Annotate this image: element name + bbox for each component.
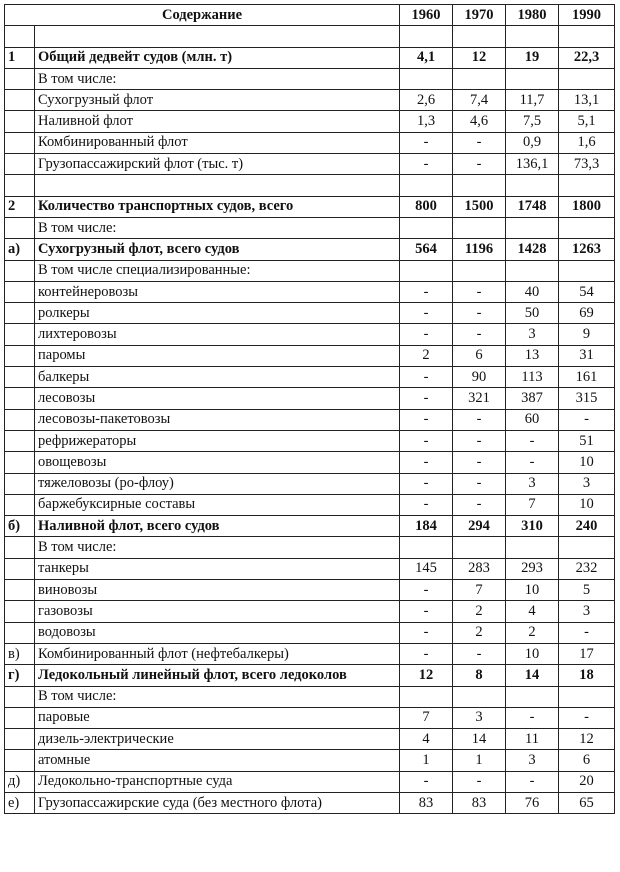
table-row <box>5 47 615 68</box>
row-number: д) <box>5 771 35 792</box>
value-cell: - <box>559 622 615 643</box>
row-number <box>5 26 35 47</box>
value-cell: 294 <box>453 516 506 537</box>
value-cell <box>559 175 615 196</box>
table-row <box>5 345 615 366</box>
row-label: Сухогрузный флот, всего судов <box>35 239 400 260</box>
value-cell: - <box>400 473 453 494</box>
row-label: рефрижераторы <box>35 430 400 451</box>
value-cell: 161 <box>559 367 615 388</box>
value-cell: 12 <box>400 665 453 686</box>
row-number: а) <box>5 239 35 260</box>
value-cell: - <box>400 303 453 324</box>
value-cell <box>506 686 559 707</box>
header-year: 1960 <box>400 5 453 26</box>
value-cell: 83 <box>453 792 506 813</box>
header-content: Содержание <box>5 5 400 26</box>
value-cell: 145 <box>400 558 453 579</box>
value-cell: - <box>400 132 453 153</box>
value-cell: 3 <box>453 707 506 728</box>
value-cell <box>400 686 453 707</box>
row-label: Наливной флот <box>35 111 400 132</box>
row-label: лесовозы <box>35 388 400 409</box>
table-row <box>5 729 615 750</box>
value-cell: 10 <box>559 452 615 473</box>
value-cell: - <box>400 409 453 430</box>
row-label: В том числе: <box>35 217 400 238</box>
value-cell <box>453 537 506 558</box>
value-cell: 10 <box>506 643 559 664</box>
value-cell: - <box>400 324 453 345</box>
value-cell: 1,3 <box>400 111 453 132</box>
value-cell <box>400 537 453 558</box>
value-cell: 800 <box>400 196 453 217</box>
row-number <box>5 260 35 281</box>
value-cell <box>453 175 506 196</box>
value-cell <box>400 175 453 196</box>
value-cell: - <box>453 452 506 473</box>
header-year: 1990 <box>559 5 615 26</box>
row-number: г) <box>5 665 35 686</box>
row-number <box>5 750 35 771</box>
row-label: В том числе: <box>35 68 400 89</box>
row-number: 1 <box>5 47 35 68</box>
value-cell: 12 <box>453 47 506 68</box>
table-row <box>5 388 615 409</box>
value-cell <box>559 260 615 281</box>
row-label <box>35 175 400 196</box>
row-number <box>5 303 35 324</box>
value-cell: 10 <box>506 580 559 601</box>
value-cell: 5,1 <box>559 111 615 132</box>
value-cell: 240 <box>559 516 615 537</box>
value-cell: 2 <box>453 601 506 622</box>
row-number <box>5 154 35 175</box>
table-row <box>5 367 615 388</box>
value-cell: 2 <box>453 622 506 643</box>
value-cell: 11 <box>506 729 559 750</box>
value-cell: - <box>400 154 453 175</box>
value-cell <box>559 68 615 89</box>
value-cell: 564 <box>400 239 453 260</box>
value-cell: 1263 <box>559 239 615 260</box>
value-cell <box>559 537 615 558</box>
value-cell: 3 <box>506 324 559 345</box>
value-cell: 321 <box>453 388 506 409</box>
value-cell: 14 <box>453 729 506 750</box>
table-row <box>5 792 615 813</box>
table-row <box>5 132 615 153</box>
value-cell <box>559 686 615 707</box>
row-number <box>5 601 35 622</box>
value-cell: 12 <box>559 729 615 750</box>
table-row <box>5 707 615 728</box>
value-cell: - <box>506 707 559 728</box>
table-row <box>5 494 615 515</box>
row-label: ролкеры <box>35 303 400 324</box>
row-number <box>5 345 35 366</box>
value-cell: 2 <box>400 345 453 366</box>
value-cell: - <box>400 601 453 622</box>
table-row <box>5 239 615 260</box>
value-cell: - <box>559 409 615 430</box>
value-cell <box>506 260 559 281</box>
row-label <box>35 26 400 47</box>
value-cell: 83 <box>400 792 453 813</box>
value-cell: 13,1 <box>559 90 615 111</box>
table-row <box>5 217 615 238</box>
table-row <box>5 303 615 324</box>
value-cell: - <box>400 580 453 601</box>
row-label: Количество транспортных судов, всего <box>35 196 400 217</box>
value-cell: 0,9 <box>506 132 559 153</box>
value-cell <box>400 68 453 89</box>
row-number: 2 <box>5 196 35 217</box>
value-cell: 90 <box>453 367 506 388</box>
table-row <box>5 281 615 302</box>
table-row <box>5 90 615 111</box>
row-number <box>5 217 35 238</box>
row-label: Грузопассажирские суда (без местного флота) <box>35 792 400 813</box>
value-cell: 13 <box>506 345 559 366</box>
row-number <box>5 281 35 302</box>
row-number: б) <box>5 516 35 537</box>
row-number: в) <box>5 643 35 664</box>
value-cell <box>400 26 453 47</box>
table-row <box>5 324 615 345</box>
value-cell: - <box>453 303 506 324</box>
value-cell: 293 <box>506 558 559 579</box>
row-label: В том числе: <box>35 537 400 558</box>
value-cell: - <box>400 281 453 302</box>
value-cell: 3 <box>506 750 559 771</box>
value-cell: 20 <box>559 771 615 792</box>
value-cell: 1,6 <box>559 132 615 153</box>
table-row <box>5 580 615 601</box>
value-cell <box>453 260 506 281</box>
value-cell: 1196 <box>453 239 506 260</box>
value-cell: - <box>453 771 506 792</box>
row-label: В том числе специализированные: <box>35 260 400 281</box>
value-cell: 387 <box>506 388 559 409</box>
row-label: водовозы <box>35 622 400 643</box>
row-number <box>5 111 35 132</box>
table-row <box>5 601 615 622</box>
value-cell: 40 <box>506 281 559 302</box>
table-row <box>5 68 615 89</box>
row-label: газовозы <box>35 601 400 622</box>
row-number <box>5 537 35 558</box>
row-number <box>5 452 35 473</box>
row-number <box>5 558 35 579</box>
row-label: паровые <box>35 707 400 728</box>
value-cell: - <box>400 643 453 664</box>
value-cell: - <box>559 707 615 728</box>
row-label: танкеры <box>35 558 400 579</box>
row-label: Наливной флот, всего судов <box>35 516 400 537</box>
value-cell: 113 <box>506 367 559 388</box>
header-year: 1980 <box>506 5 559 26</box>
row-label: лихтеровозы <box>35 324 400 345</box>
value-cell <box>453 26 506 47</box>
value-cell <box>453 68 506 89</box>
row-number <box>5 90 35 111</box>
header-year: 1970 <box>453 5 506 26</box>
row-label: Ледокольный линейный флот, всего ледоколов <box>35 665 400 686</box>
table-row <box>5 260 615 281</box>
value-cell: - <box>506 452 559 473</box>
row-number <box>5 388 35 409</box>
value-cell: 232 <box>559 558 615 579</box>
row-label: Комбинированный флот (нефтебалкеры) <box>35 643 400 664</box>
row-label: контейнеровозы <box>35 281 400 302</box>
value-cell: - <box>453 281 506 302</box>
row-number <box>5 729 35 750</box>
table-row <box>5 26 615 47</box>
table-row <box>5 771 615 792</box>
value-cell: - <box>453 473 506 494</box>
value-cell: - <box>453 430 506 451</box>
value-cell: 51 <box>559 430 615 451</box>
value-cell: - <box>453 132 506 153</box>
value-cell: 283 <box>453 558 506 579</box>
value-cell: 2 <box>506 622 559 643</box>
table-row <box>5 558 615 579</box>
table-row <box>5 452 615 473</box>
value-cell <box>506 175 559 196</box>
row-number <box>5 622 35 643</box>
value-cell <box>506 26 559 47</box>
row-label: Общий дедвейт судов (млн. т) <box>35 47 400 68</box>
header-row <box>5 5 615 26</box>
value-cell: 4,1 <box>400 47 453 68</box>
value-cell: - <box>506 771 559 792</box>
value-cell <box>559 26 615 47</box>
value-cell: 4,6 <box>453 111 506 132</box>
value-cell: 1748 <box>506 196 559 217</box>
row-label: Комбинированный флот <box>35 132 400 153</box>
row-label: Грузопассажирский флот (тыс. т) <box>35 154 400 175</box>
value-cell: 14 <box>506 665 559 686</box>
value-cell <box>400 217 453 238</box>
value-cell: 18 <box>559 665 615 686</box>
row-label: дизель-электрические <box>35 729 400 750</box>
value-cell: - <box>400 367 453 388</box>
value-cell: 7 <box>506 494 559 515</box>
value-cell <box>559 217 615 238</box>
row-number <box>5 494 35 515</box>
value-cell: - <box>400 430 453 451</box>
table-row <box>5 750 615 771</box>
fleet-statistics-table <box>4 4 615 814</box>
value-cell: 17 <box>559 643 615 664</box>
value-cell: 8 <box>453 665 506 686</box>
value-cell: 60 <box>506 409 559 430</box>
value-cell: 7,5 <box>506 111 559 132</box>
table-row <box>5 537 615 558</box>
value-cell: 50 <box>506 303 559 324</box>
value-cell: 7,4 <box>453 90 506 111</box>
value-cell: - <box>453 409 506 430</box>
row-label: Ледокольно-транспортные суда <box>35 771 400 792</box>
row-number <box>5 707 35 728</box>
value-cell: 5 <box>559 580 615 601</box>
value-cell: 7 <box>400 707 453 728</box>
row-label: тяжеловозы (ро-флоу) <box>35 473 400 494</box>
value-cell: 19 <box>506 47 559 68</box>
value-cell: - <box>453 324 506 345</box>
row-label: В том числе: <box>35 686 400 707</box>
value-cell: 1 <box>453 750 506 771</box>
table-row <box>5 154 615 175</box>
value-cell: - <box>506 430 559 451</box>
row-label: овощевозы <box>35 452 400 473</box>
row-number <box>5 473 35 494</box>
value-cell: 2,6 <box>400 90 453 111</box>
value-cell: 310 <box>506 516 559 537</box>
value-cell: 76 <box>506 792 559 813</box>
value-cell: - <box>453 494 506 515</box>
row-label: балкеры <box>35 367 400 388</box>
value-cell <box>400 260 453 281</box>
value-cell: 69 <box>559 303 615 324</box>
value-cell: 73,3 <box>559 154 615 175</box>
value-cell: - <box>453 154 506 175</box>
table-row <box>5 175 615 196</box>
value-cell: - <box>400 622 453 643</box>
row-number <box>5 324 35 345</box>
table-row <box>5 111 615 132</box>
table-row <box>5 622 615 643</box>
value-cell: 3 <box>559 473 615 494</box>
value-cell: 136,1 <box>506 154 559 175</box>
value-cell: - <box>400 771 453 792</box>
value-cell: 4 <box>400 729 453 750</box>
value-cell <box>506 217 559 238</box>
value-cell <box>453 217 506 238</box>
row-label: паромы <box>35 345 400 366</box>
row-number <box>5 367 35 388</box>
row-number <box>5 68 35 89</box>
row-label: баржебуксирные составы <box>35 494 400 515</box>
value-cell: 10 <box>559 494 615 515</box>
value-cell: - <box>400 494 453 515</box>
table-row <box>5 516 615 537</box>
row-number <box>5 580 35 601</box>
value-cell: - <box>453 643 506 664</box>
row-label: лесовозы-пакетовозы <box>35 409 400 430</box>
value-cell: 65 <box>559 792 615 813</box>
row-label: атомные <box>35 750 400 771</box>
row-label: виновозы <box>35 580 400 601</box>
value-cell: 315 <box>559 388 615 409</box>
value-cell: 3 <box>506 473 559 494</box>
table-row <box>5 473 615 494</box>
row-number <box>5 686 35 707</box>
table-row <box>5 430 615 451</box>
table-row <box>5 409 615 430</box>
row-number <box>5 409 35 430</box>
row-number: е) <box>5 792 35 813</box>
table-row <box>5 196 615 217</box>
table-row <box>5 686 615 707</box>
value-cell: 1 <box>400 750 453 771</box>
value-cell <box>453 686 506 707</box>
value-cell: 9 <box>559 324 615 345</box>
value-cell: 6 <box>453 345 506 366</box>
value-cell: 31 <box>559 345 615 366</box>
value-cell: 3 <box>559 601 615 622</box>
value-cell: 1800 <box>559 196 615 217</box>
value-cell: 184 <box>400 516 453 537</box>
value-cell: 7 <box>453 580 506 601</box>
value-cell: 22,3 <box>559 47 615 68</box>
value-cell: - <box>400 388 453 409</box>
value-cell: 11,7 <box>506 90 559 111</box>
row-number <box>5 175 35 196</box>
row-number <box>5 132 35 153</box>
table-row <box>5 643 615 664</box>
value-cell: 4 <box>506 601 559 622</box>
value-cell <box>506 68 559 89</box>
value-cell: 54 <box>559 281 615 302</box>
value-cell: 6 <box>559 750 615 771</box>
value-cell: 1500 <box>453 196 506 217</box>
value-cell <box>506 537 559 558</box>
row-label: Сухогрузный флот <box>35 90 400 111</box>
table-row <box>5 665 615 686</box>
value-cell: 1428 <box>506 239 559 260</box>
row-number <box>5 430 35 451</box>
value-cell: - <box>400 452 453 473</box>
